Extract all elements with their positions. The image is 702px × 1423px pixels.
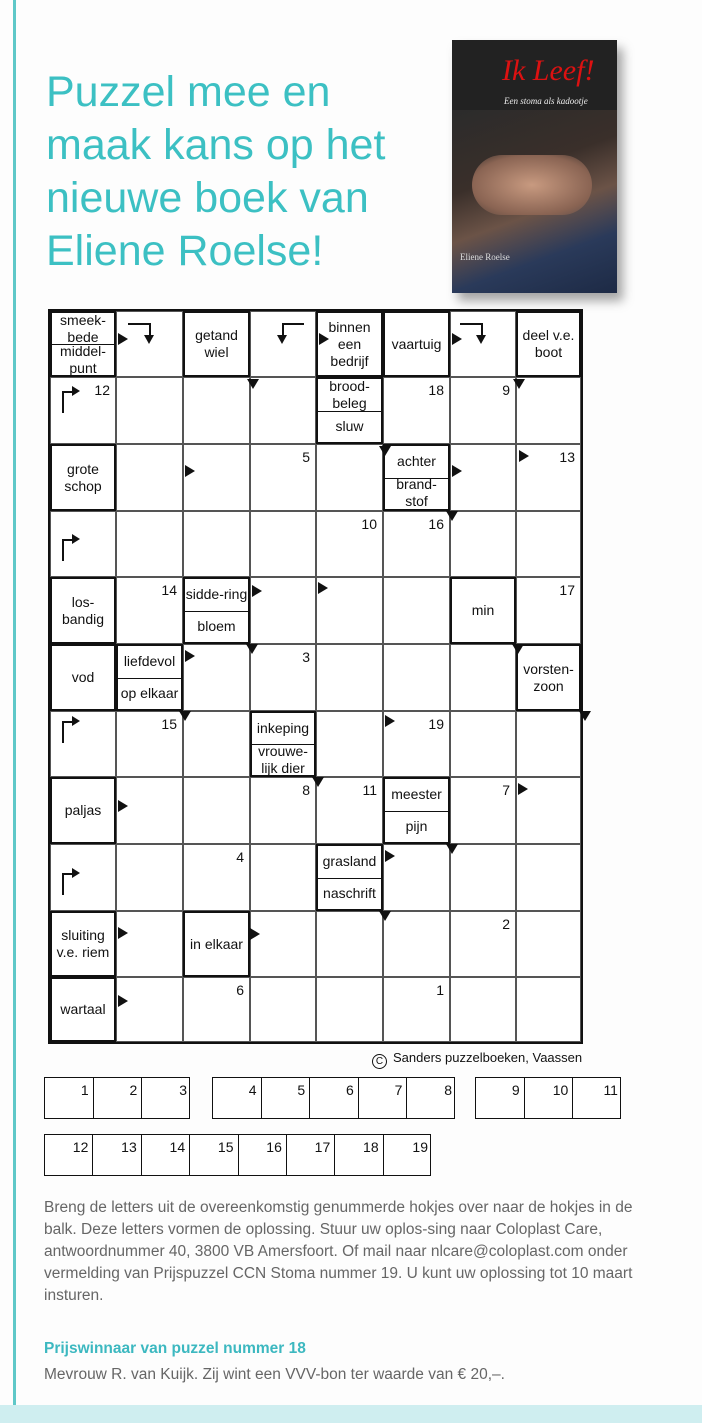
arrow-right-icon [118, 333, 128, 345]
clue-text: meester [391, 786, 442, 803]
cell-number: 17 [559, 582, 575, 598]
side-accent-line [13, 0, 16, 1423]
clue-cell [383, 311, 450, 377]
cell-number: 9 [502, 382, 510, 398]
answer-cell[interactable] [250, 311, 316, 377]
cell-number: 7 [502, 782, 510, 798]
bent-arrow-icon [62, 873, 80, 895]
answer-cell[interactable] [450, 377, 516, 444]
answer-slot[interactable] [359, 1078, 408, 1118]
answer-slot[interactable] [525, 1078, 574, 1118]
answer-slot-number: 1 [80, 1082, 89, 1098]
book-author: Eliene Roelse [460, 252, 510, 262]
answer-cell[interactable] [250, 911, 316, 977]
answer-cell[interactable] [316, 444, 383, 511]
clue-text: achter [397, 453, 436, 470]
answer-slot[interactable] [239, 1135, 287, 1175]
clue-cell [116, 644, 183, 711]
arrow-down-icon [247, 379, 259, 389]
cell-number: 18 [428, 382, 444, 398]
answer-slot-number: 5 [297, 1082, 306, 1098]
answer-cell[interactable] [516, 911, 581, 977]
answer-cell[interactable] [250, 844, 316, 911]
answer-cell[interactable] [183, 977, 250, 1042]
arrow-right-icon [250, 928, 260, 940]
clue-cell [383, 444, 450, 511]
clue-text: sluw [335, 417, 364, 434]
bent-arrow-icon [62, 539, 80, 561]
answer-cell[interactable] [516, 577, 581, 644]
cell-number: 14 [161, 582, 177, 598]
arrow-right-icon [118, 995, 128, 1007]
bottom-band [0, 1405, 702, 1423]
answer-cell[interactable] [116, 977, 183, 1042]
answer-cell[interactable] [383, 511, 450, 577]
answer-cell[interactable] [250, 644, 316, 711]
arrow-down-icon [579, 711, 591, 721]
cell-number: 2 [502, 916, 510, 932]
answer-cell[interactable] [383, 644, 450, 711]
answer-slot[interactable] [476, 1078, 525, 1118]
clue-text: smeek-bede [60, 311, 106, 345]
answer-cell[interactable] [316, 977, 383, 1042]
answer-cell[interactable] [50, 511, 116, 577]
clue-text: inkeping [256, 720, 310, 736]
clue-text: vorsten-zoon [523, 660, 574, 694]
answer-cell[interactable] [450, 977, 516, 1042]
answer-slot-number: 2 [129, 1082, 138, 1098]
arrow-down-icon [379, 911, 391, 921]
answer-slot-number: 18 [363, 1139, 379, 1155]
answer-cell[interactable] [316, 911, 383, 977]
answer-slot-number: 3 [179, 1082, 187, 1098]
answer-slot[interactable] [262, 1078, 311, 1118]
answer-cell[interactable] [250, 444, 316, 511]
clue-text: brood-beleg [329, 377, 370, 411]
bent-arrow-icon [460, 323, 482, 337]
book-subtitle: Een stoma als kadootje [504, 96, 588, 106]
answer-slot[interactable] [384, 1135, 432, 1175]
winner-text: Mevrouw R. van Kuijk. Zij wint een VVV-bon ter waarde van € 20,–. [44, 1366, 505, 1383]
answer-cell[interactable] [250, 511, 316, 577]
answer-cell[interactable] [450, 444, 516, 511]
clue-text: deel v.e. boot [522, 327, 575, 360]
arrow-down-icon [246, 644, 258, 654]
answer-slot-number: 12 [72, 1139, 89, 1155]
clue-cell [250, 711, 316, 777]
answer-cell[interactable] [316, 777, 383, 844]
arrow-right-icon [319, 333, 329, 345]
answer-slot[interactable] [573, 1078, 622, 1118]
cell-number: 8 [302, 782, 310, 798]
clue-text: vod [71, 669, 95, 685]
arrow-right-icon [385, 715, 395, 727]
arrow-right-icon [185, 650, 195, 662]
answer-slot[interactable] [190, 1135, 238, 1175]
answer-cell[interactable] [116, 577, 183, 644]
bent-arrow-icon [62, 391, 80, 413]
clue-text: grote schop [64, 460, 102, 494]
book-cover [452, 40, 617, 293]
arrow-right-icon [318, 582, 328, 594]
clue-text: min [471, 602, 495, 618]
cell-number: 4 [236, 849, 244, 865]
answer-cell[interactable] [250, 377, 316, 444]
answer-cell[interactable] [516, 977, 581, 1042]
crossword-grid [48, 309, 583, 1044]
cell-number: 3 [302, 649, 310, 665]
answer-cell[interactable] [316, 644, 383, 711]
answer-slot-number: 9 [511, 1082, 520, 1098]
arrow-right-icon [385, 850, 395, 862]
arrow-down-icon [446, 844, 458, 854]
answer-slot-number: 11 [603, 1082, 618, 1098]
answer-cell[interactable] [516, 711, 581, 777]
arrow-down-icon [513, 379, 525, 389]
cell-number: 10 [361, 516, 377, 532]
arrow-down-icon [379, 446, 391, 456]
clue-cell [516, 644, 581, 711]
clue-cell [50, 444, 116, 511]
puzzle-credit [372, 1050, 582, 1069]
answer-cell[interactable] [383, 911, 450, 977]
clue-text: vaartuig [391, 335, 442, 352]
clue-text: liefdevol [123, 653, 176, 670]
cell-number: 11 [362, 782, 377, 798]
arrow-down-icon [512, 644, 524, 654]
instructions-text: Breng de letters uit de overeenkomstig genummerde hokjes over naar de hokjes in de balk. Deze letters vormen de oplossing. Stuur uw oplos-sing naar Coloplast Care, antwoordnummer 40, 3800 VB Amersfoort. Of mail naar nlcare@coloplast.com onder vermelding van Prijspuzzel CCN Stoma nummer 19. U kunt uw oplossing tot 10 maart insturen. [44, 1199, 633, 1304]
arrow-right-icon [518, 783, 528, 795]
answer-slot[interactable] [45, 1078, 94, 1118]
answer-cell[interactable] [316, 711, 383, 777]
clue-text: binnen een bedrijf [328, 318, 371, 369]
answer-group-1 [44, 1077, 190, 1119]
book-title: Ik Leef! [502, 54, 595, 87]
clue-text: sidde-ring [185, 586, 248, 603]
clue-text: pijn [405, 817, 428, 834]
clue-cell [50, 777, 116, 844]
cell-number: 13 [559, 449, 575, 465]
clue-cell [50, 911, 116, 977]
answer-cell[interactable] [116, 711, 183, 777]
answer-slot-number: 14 [169, 1139, 186, 1155]
copyright-icon: C [372, 1054, 387, 1069]
answer-cell[interactable] [116, 444, 183, 511]
arrow-down-icon [179, 711, 191, 721]
answer-cell[interactable] [116, 377, 183, 444]
clue-cell [50, 577, 116, 644]
answer-group-3 [475, 1077, 621, 1119]
answer-cell[interactable] [183, 377, 250, 444]
answer-cell[interactable] [450, 777, 516, 844]
clue-cell [516, 311, 581, 377]
answer-cell[interactable] [516, 511, 581, 577]
answer-cell[interactable] [450, 911, 516, 977]
answer-slot[interactable] [142, 1078, 191, 1118]
clue-text: bloem [197, 617, 236, 634]
cell-number: 5 [302, 449, 310, 465]
headline: Puzzel mee en maak kans op het nieuwe boek van Eliene Roelse! [46, 68, 386, 275]
clue-text: paljas [64, 802, 102, 818]
answer-cell[interactable] [316, 511, 383, 577]
answer-group-2 [212, 1077, 455, 1119]
answer-slot[interactable] [94, 1078, 143, 1118]
clue-cell [183, 311, 250, 377]
answer-cell[interactable] [516, 377, 581, 444]
answer-slot-number: 17 [314, 1139, 331, 1155]
answer-cell[interactable] [50, 377, 116, 444]
answer-cell[interactable] [50, 711, 116, 777]
clue-text: sluiting v.e. riem [56, 927, 110, 960]
answer-group-4 [44, 1134, 431, 1176]
answer-cell[interactable] [516, 844, 581, 911]
clue-text: wartaal [60, 1001, 106, 1017]
answer-slot-number: 16 [266, 1139, 282, 1155]
answer-slot[interactable] [335, 1135, 383, 1175]
answer-slot-number: 15 [217, 1139, 234, 1155]
clue-text: grasland [322, 853, 377, 870]
answer-cell[interactable] [183, 444, 250, 511]
cell-number: 15 [161, 716, 177, 732]
answer-cell[interactable] [250, 977, 316, 1042]
clue-text: middel-punt [60, 342, 106, 376]
clue-cell [316, 844, 383, 911]
cell-number: 19 [428, 716, 444, 732]
book-cover-photo-detail [472, 155, 592, 215]
clue-cell [50, 644, 116, 711]
answer-cell[interactable] [383, 977, 450, 1042]
answer-slot-number: 4 [248, 1082, 257, 1098]
answer-slot-number: 8 [444, 1082, 452, 1098]
answer-slot[interactable] [213, 1078, 262, 1118]
clue-text: los-bandig [61, 593, 105, 627]
clue-text: op elkaar [120, 684, 179, 701]
arrow-right-icon [118, 927, 128, 939]
puzzle-credit-text: Sanders puzzelboeken, Vaassen [393, 1050, 583, 1065]
answer-slot[interactable] [407, 1078, 456, 1118]
answer-slot-number: 7 [394, 1082, 403, 1098]
answer-cell[interactable] [183, 511, 250, 577]
cell-number: 12 [94, 382, 110, 398]
clue-text: in elkaar [190, 935, 243, 952]
arrow-down-icon [446, 511, 458, 521]
answer-cell[interactable] [116, 911, 183, 977]
answer-cell[interactable] [250, 777, 316, 844]
cell-number: 1 [436, 982, 444, 998]
answer-slot-number: 6 [345, 1082, 354, 1098]
answer-slot-number: 19 [412, 1139, 428, 1155]
answer-cell[interactable] [116, 511, 183, 577]
arrow-right-icon [519, 450, 529, 462]
cell-number: 16 [428, 516, 444, 532]
clue-text: getand wiel [195, 327, 238, 360]
answer-cell[interactable] [183, 844, 250, 911]
answer-cell[interactable] [450, 644, 516, 711]
clue-cell [50, 977, 116, 1042]
answer-cell[interactable] [450, 511, 516, 577]
arrow-right-icon [118, 800, 128, 812]
answer-slot[interactable] [287, 1135, 335, 1175]
answer-slot[interactable] [93, 1135, 141, 1175]
answer-cell[interactable] [116, 844, 183, 911]
arrow-right-icon [185, 465, 195, 477]
answer-cell[interactable] [450, 844, 516, 911]
answer-slot[interactable] [45, 1135, 93, 1175]
clue-cell [183, 911, 250, 977]
cell-number: 6 [236, 982, 244, 998]
winner-heading: Prijswinnaar van puzzel nummer 18 [44, 1340, 306, 1357]
clue-cell [316, 377, 383, 444]
clue-text: brand-stof [396, 476, 437, 510]
arrow-down-icon [312, 777, 324, 787]
answer-slot[interactable] [142, 1135, 190, 1175]
answer-cell[interactable] [383, 377, 450, 444]
bent-arrow-icon [128, 323, 150, 337]
clue-cell [450, 577, 516, 644]
clue-text: naschrift [323, 884, 376, 901]
answer-cell[interactable] [383, 577, 450, 644]
clue-cell [183, 577, 250, 644]
clue-cell [383, 777, 450, 844]
bent-arrow-icon [62, 721, 80, 743]
answer-slot-number: 13 [121, 1139, 137, 1155]
clue-cell [50, 311, 116, 377]
answer-cell[interactable] [50, 844, 116, 911]
arrow-right-icon [452, 465, 462, 477]
answer-slot-number: 10 [552, 1082, 569, 1098]
answer-cell[interactable] [183, 711, 250, 777]
answer-slot[interactable] [310, 1078, 359, 1118]
answer-cell[interactable] [450, 711, 516, 777]
clue-text: vrouwe-lijk dier [258, 742, 308, 776]
arrow-right-icon [252, 585, 262, 597]
answer-cell[interactable] [183, 777, 250, 844]
bent-arrow-icon [282, 323, 304, 337]
